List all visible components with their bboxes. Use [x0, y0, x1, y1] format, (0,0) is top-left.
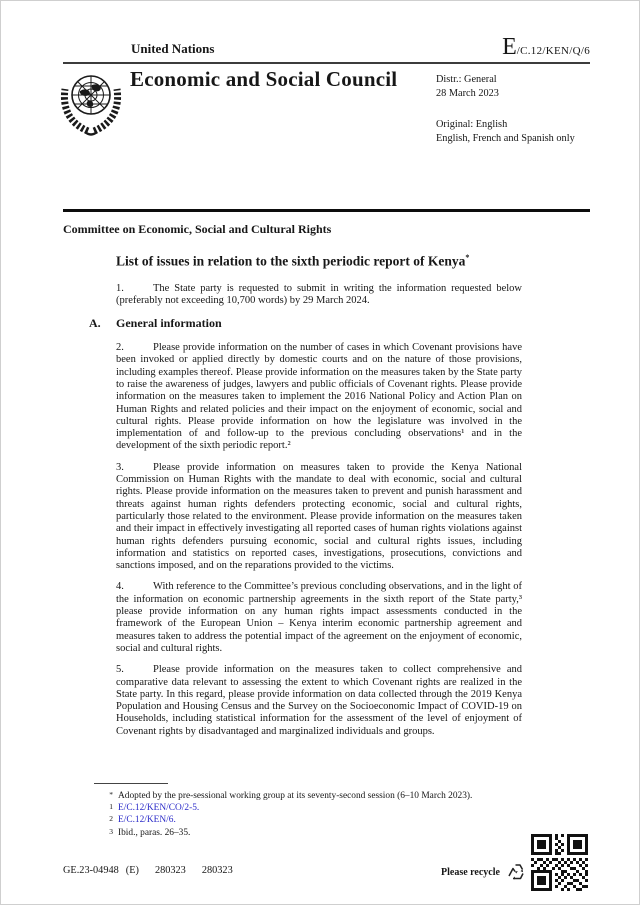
header-divider — [63, 62, 590, 64]
un-emblem-icon — [58, 65, 124, 139]
section-title: General information — [116, 316, 222, 331]
paragraph-number: 4. — [116, 581, 124, 593]
footnote-2 — [63, 814, 523, 826]
footnote-marker: 3 — [109, 826, 113, 836]
committee-heading: Committee on Economic, Social and Cultural Rights — [63, 222, 332, 236]
job-number: GE.23-04948 — [63, 865, 119, 876]
footer-reference — [63, 865, 233, 876]
section-heading-a — [89, 316, 522, 331]
document-title — [116, 253, 522, 270]
recycle-icon — [503, 859, 529, 885]
section-letter: A. — [89, 316, 101, 331]
original-language-line: Original: English — [436, 119, 508, 130]
recycle-note — [441, 859, 529, 885]
footnote-1-link[interactable]: E/C.12/KEN/CO/2-5. — [118, 803, 200, 814]
footnote-marker: 2 — [109, 814, 113, 824]
paragraph-1 — [116, 283, 522, 308]
paragraph-text: Please provide information on measures taken to provide the Kenya National Commission on Human Rights with the mandate to deal with economic, social and cultural rights. Please provide information on the measures taken to prevent and punish harassment and threats against human rights defenders protecting economic, social and cultural rights, particularly those related to the environment. Please provide information on the measures taken and their impact in effectively investigating all reported cases of human rights violations against human rights defenders pursuing economic, social and cultural rights issues, including information and statistics on reported cases, investigations, prosecutions, convictions and sanctions imposed, and on the reparations provided to the victims. — [116, 461, 522, 572]
qr-code — [531, 834, 588, 891]
footer-date-1: 280323 — [154, 865, 186, 876]
paragraph-number: 5. — [116, 664, 124, 676]
footnote-2-link[interactable]: E/C.12/KEN/6. — [118, 815, 176, 826]
paragraph-number: 2. — [116, 342, 124, 354]
footnote-marker: 1 — [109, 802, 113, 812]
footnote-text: Ibid., paras. 26–35. — [118, 827, 191, 838]
distr-line: Distr.: General — [436, 74, 497, 85]
footnote-3 — [63, 827, 523, 839]
paragraph-3 — [116, 462, 522, 573]
doc-symbol — [502, 34, 590, 61]
footnote-text: Adopted by the pre-sessional working group at its seventy-second session (6–10 March 2023). — [118, 791, 473, 801]
distribution-block — [436, 73, 575, 145]
paragraph-text: Please provide information on the number of cases in which Covenant provisions have been invoked or applied directly by domestic courts and on the nature of those provisions, including examples thereof. Please provide information on the measures taken by the State party to raise the awareness of judges, lawyers and public officials of Covenant rights. Please provide information on the measures taken to implement the 2016 National Policy and Action Plan on Human Rights and related policies and their impact on the enjoyment of economic, social and cultural rights. Please provide information on how the legislature was involved in the implementation of and follow-up to the previous concluding observations¹ and in the development of the sixth periodic report.² — [116, 342, 522, 452]
paragraph-number: 3. — [116, 461, 124, 473]
recycle-label: Please recycle — [441, 866, 500, 878]
paragraph-text: Please provide information on the measures taken to collect comprehensive and comparative data relevant to assessing the extent to which Covenant rights are realized in the State party. In this regard, please provide information on data collected through the 2019 Kenya Population and Housing Census and the Survey on the Socioeconomic Impact of COVID-19 on Households, including statistical information for the assessment of the level of enjoyment of Covenant rights by disadvantaged and marginalized individuals and groups. — [116, 664, 522, 737]
section-divider — [63, 209, 590, 212]
council-title: Economic and Social Council — [130, 67, 398, 91]
paragraph-number: 1. — [116, 282, 124, 294]
footer-date-2: 280323 — [201, 865, 233, 876]
language-code: (E) — [125, 865, 139, 876]
footnote-1 — [63, 802, 523, 814]
document-body — [89, 253, 522, 747]
doc-symbol-series: E — [502, 34, 517, 60]
un-org-name: United Nations — [131, 41, 215, 56]
languages-line: English, French and Spanish only — [436, 132, 575, 144]
paragraph-text: With reference to the Committee’s previous concluding observations, and in the light of the information on economic partnership agreements in the sixth report of the State party,³ please provide information on any human rights impact assessments conducted in the framework of the European Union – Kenya interim economic partnership agreement and measures taken to address the potential impact of the agreement on the enjoyment of economic, social and cultural rights. — [116, 581, 522, 654]
date-line: 28 March 2023 — [436, 87, 499, 99]
footnote-marker: * — [109, 790, 113, 799]
footnotes-block — [63, 783, 523, 839]
paragraph-4 — [116, 581, 522, 655]
doc-symbol-number: /C.12/KEN/Q/6 — [516, 45, 590, 57]
paragraph-text: The State party is requested to submit in writing the information requested below (preferably not exceeding 10,700 words) by 29 March 2024. — [116, 282, 522, 306]
footnote-divider — [94, 783, 168, 784]
document-title-text: List of issues in relation to the sixth periodic report of Kenya — [116, 253, 466, 269]
footnote-star — [63, 790, 523, 802]
title-footnote-marker: * — [465, 253, 470, 262]
paragraph-5 — [116, 664, 522, 738]
paragraph-2 — [116, 342, 522, 453]
